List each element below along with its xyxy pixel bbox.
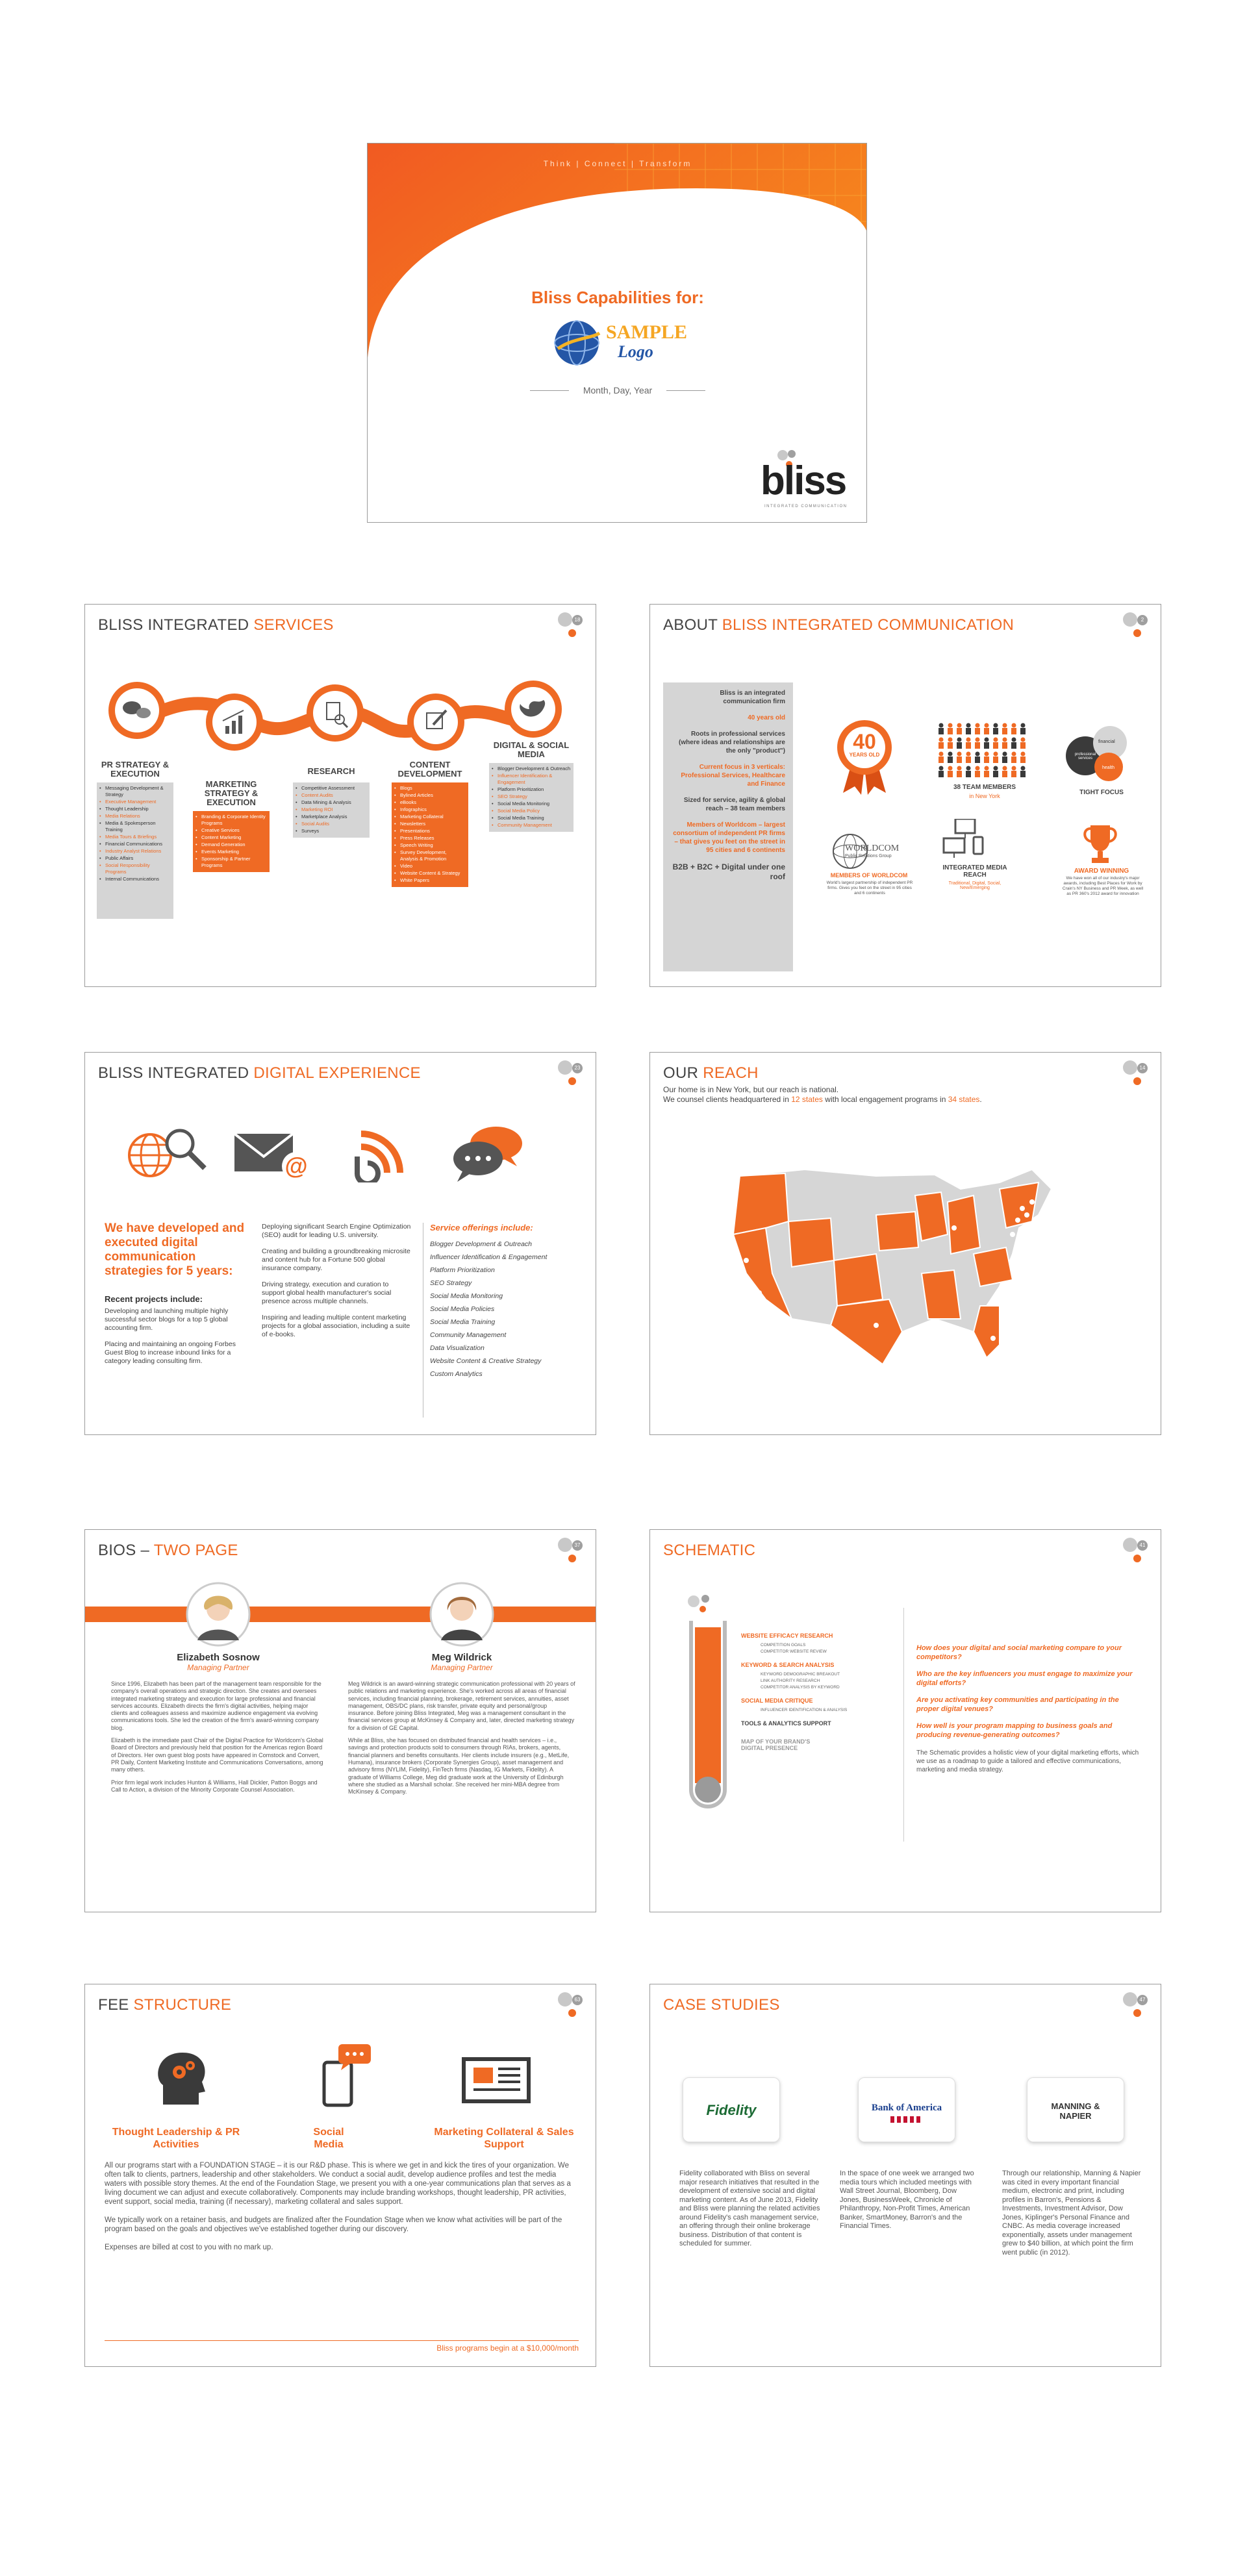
slide-title: SCHEMATIC [663,1542,756,1559]
person-icon [966,766,971,778]
case-text-1: Fidelity collaborated with Bliss on several major research initiatives that resulted in the development of extensive social and digital marketing content. As of June 2013, Fidelity and Bliss were planning the related activities around Fidelity's cash management service, an offering through their online brokerage business. Distribution of that content is scheduled for summer. [679,2170,820,2247]
services-column-digital: DIGITAL & SOCIAL MEDIA • Blogger Development & Outreach • Influencer Identification & Engagement • Platform Prioritization • SEO Strategy • Social Media Monitoring • Social Media Policy • Social Media Training • Community Management [489,741,573,832]
team-count: 38 TEAM MEMBERS [953,784,1016,791]
cover-date: Month, Day, Year [530,385,705,395]
trophy-icon [1077,822,1123,868]
person-icon [984,723,989,735]
us-map [727,1157,1064,1377]
slide-title: ABOUT BLISS INTEGRATED COMMUNICATION [663,616,1014,634]
devices-icon [942,819,1001,871]
person-icon [957,723,962,735]
person-icon [948,723,953,735]
avatar [186,1582,251,1647]
cover-tagline: Think | Connect | Transform [543,159,692,168]
slide-title: BLISS INTEGRATED SERVICES [98,616,334,634]
head-gears-icon [150,2046,215,2111]
person-icon [1011,766,1016,778]
reach-line1: Our home is in New York, but our reach is national. [663,1085,839,1094]
person-icon [957,752,962,764]
blog-rss-icon [348,1118,420,1182]
slide-title: BIOS – TWO PAGE [98,1542,238,1559]
pr-list: • Messaging Development & Strategy • Executive Management • Thought Leadership • Media Relations • Media & Spokesperson Training • Media Tours & Briefings • Financial Communications • Industry Analyst Relations • Public Affairs • Social Responsibility Programs • Internal Communications [97,782,173,919]
person-icon [975,723,980,735]
recent-projects-label: Recent projects include: [105,1294,203,1304]
page-number-badge: 23 [554,1060,583,1089]
slide-title: CASE STUDIES [663,1996,780,2014]
about-slide: ABOUT BLISS INTEGRATED COMMUNICATION 2 Bliss is an integrated communication firm 40 years old Roots in professional services (where ideas and relationships are the only "product") Current focus in 3 verticals: Professional Services, Healthcare and Finance Sized for service, agility & global reach – 38 team members Members of Worldcom – largest consortium of independent PR firms – that gives you feet on the street in 95 cities and 6 continents B2B + B2C + Digital under one roof 40 YEARS OLD 38 TEAM MEMBERS in New York financial professional services health TIGHT FOCUS WORLDCOM Public Relations Group MEMBERS OF WORLDCOM World's largest partnership of independent PR firms. Gives you feet on the street in 95 cities and 6 continents INTEGRATED MEDIA REACH Traditional, Digital, Social, New/Emerging AWARD WINNING We have won all of our industry's major awards, including Best Places for Work by Crain's NY Business and PR Week, as well as PR 360's 2012 award for innovation [649,604,1161,987]
page-number-badge: 14 [1119,1060,1148,1089]
person-icon [948,752,953,764]
person-icon [1011,738,1016,749]
services-column-pr: PR STRATEGY & EXECUTION • Messaging Development & Strategy • Executive Management • Thought Leadership • Media Relations • Media & Spokesperson Training • Media Tours & Briefings • Financial Communications • Industry Analyst Relations • Public Affairs • Social Responsibility Programs • Internal Communications [97,760,173,919]
person-icon [984,752,989,764]
person-icon [993,752,998,764]
services-slide [84,604,596,987]
bliss-sub: INTEGRATED COMMUNICATION [764,505,848,508]
person-icon [966,723,971,735]
bliss-wordmark: bliss [761,458,846,503]
bios-slide [84,1529,596,1912]
cover-title: Bliss Capabilities for: [531,288,704,307]
page-number-badge: 47 [1119,1992,1148,2021]
bio2-role: Managing Partner [431,1663,493,1672]
manning-napier-logo: MANNING & NAPIER [1027,2077,1124,2142]
person-icon [966,738,971,749]
fee-text: All our programs start with a FOUNDATION STAGE – it is our R&D phase. This is where we get in and kick the tires of your organization. We often talk to clients, partners, leadership and other stakeholders. We conduct a social audit, develop audience profiles and test the media waters with possible story themes. At the end of the Foundation Stage, we present you with a one-year communications plan that serves as a living document we can adjust and execute collaboratively. Components may include branding workshops, thought leadership, PR activities, event support, social media, training (if necessary), marketing collateral and sales support. We typically work on a retainer basis, and budgets are finalized after the Foundation Stage when we know what activities will be part of the program based on the goals and objectives we've established together during our discovery. Expenses are billed at cost to you with no mark up. [105,2162,571,2251]
globe-search-icon [124,1124,215,1182]
digital-col1: Developing and launching multiple highly successful sector blogs for a top 5 global accounting firm. Placing and maintaining an ongoing Forbes Guest Blog to increase inbound links for a category leading consulting firm. [105,1307,236,1365]
person-icon [1002,752,1007,764]
logo-sample-text: SAMPLE [606,321,688,343]
case-text-2: In the space of one week we arranged two media tours which included meetings with Wall Street Journal, Bloomberg, Dow Jones, BusinessWeek, Chronicle of Philanthropy, Non-Profit Times, American Banker, SmartMoney, Barron's and the Financial Times. [840,2170,974,2230]
person-icon [1020,752,1026,764]
person-icon [948,738,953,749]
avatar [429,1582,494,1647]
page-number-badge: 63 [554,1992,583,2021]
person-icon [957,738,962,749]
email-icon [231,1127,322,1186]
marketing-list: • Branding & Corporate Identity Programs • Creative Services • Content Marketing • Demand Generation • Events Marketing • Sponsorship & Partner Programs [193,811,270,872]
globe-icon [553,319,601,367]
svg-text:@: @ [284,1153,308,1179]
slide-title: OUR REACH [663,1064,759,1082]
person-icon [938,723,944,735]
schematic-questions: How does your digital and social marketing compare to your competitors? Who are the key influencers you must engage to maximize your digital efforts? Are you activating key communities and participating in the proper digital venues? How well is your program mapping to business goals and producing revenue-generating outcomes? The Schematic provides a holistic view of your digital marketing efforts, which we use as a roadmap to guide a tailored and effective communications, marketing and media strategy. [916,1644,1139,1773]
reach-slide [649,1052,1161,1435]
person-icon [948,766,953,778]
test-tube-graphic [686,1595,731,1809]
person-icon [938,766,944,778]
team-members-icon [936,721,1033,780]
services-column-marketing: MARKETING STRATEGY & EXECUTION • Branding & Corporate Identity Programs • Creative Services • Content Marketing • Demand Generation • Events Marketing • Sponsorship & Partner Programs [193,780,270,872]
person-icon [975,766,980,778]
bio1-text: Since 1996, Elizabeth has been part of the management team responsible for the company's overall operations and strategic direction. She creates and oversees integrated marketing strategy and execution for large professional and financial services accounts. Elizabeth directs the firm's digital activities, helping major clients and colleagues assess and maximize audience engagement via evolving communications tools. She led the creation of the firm's award-winning company blog. Elizabeth is the immediate past Chair of the Digital Practice for Worldcom's Global Board of Directors and previously held that position for the Americas region Board of Directors. Her own guest blog posts have appeared in Comstock and Convert, PR Daily, Content Marketing Institute and Communications Conversations, among many others. Prior firm legal work includes Hunton & Williams, Hall Dickler, Patton Boggs and Call to Action, a division of the Minority Corporate Counsel Association. [111,1681,323,1793]
bofa-logo: Bank of America [858,2077,955,2142]
person-icon [938,752,944,764]
bio1-name: Elizabeth Sosnow [177,1652,260,1663]
schematic-divider [903,1608,904,1842]
newspaper-icon [460,2049,538,2114]
person-icon [993,738,998,749]
cases-slide [649,1984,1161,2367]
sample-logo [553,318,709,369]
slide-title: BLISS INTEGRATED DIGITAL EXPERIENCE [98,1064,421,1082]
person-icon [993,723,998,735]
bio2-name: Meg Wildrick [431,1652,492,1663]
page-number-badge: 37 [554,1538,583,1566]
reach-line2: We counsel clients headquartered in 12 states with local engagement programs in 34 states. [663,1095,982,1104]
person-icon [984,738,989,749]
person-icon [1002,738,1007,749]
phone-chat-icon [312,2043,377,2108]
schematic-slide [649,1529,1161,1912]
services-column-research: RESEARCH • Competitive Assessment • Content Audits • Data Mining & Analysis • Marketing ROI • Marketplace Analysis • Social Audits • Surveys [293,767,370,838]
digital-headline: We have developed and executed digital communication strategies for 5 years: [105,1221,245,1278]
person-icon [1020,738,1026,749]
fee-footer: Bliss programs begin at a $10,000/month [105,2340,579,2353]
person-icon [993,766,998,778]
bio1-role: Managing Partner [187,1663,249,1672]
digital-slide [84,1052,596,1435]
page-number-badge: 2 [1119,612,1148,641]
digital-col2: Deploying significant Search Engine Optimization (SEO) audit for leading U.S. university. Creating and building a groundbreaking microsite and content hub for a Fortune 500 global insurance company. Driving strategy, execution and curation to support global health manufacturer's social presence across multiple channels. Inspiring and leading multiple content marketing projects for a global association, including a suite of e-books. [262,1223,411,1338]
person-icon [1011,723,1016,735]
fidelity-logo: Fidelity [683,2077,780,2142]
logo-word-text: Logo [618,342,653,361]
content-list: • Blogs • Bylined Articles • eBooks • Infographics • Marketing Collateral • Newsletters • Presentations • Press Releases • Speech Writing • Survey Development, Analysis & Promotion • Video • Website Content & Strategy • White Papers [392,782,468,887]
bios-orange-bar [85,1607,596,1622]
page-number-badge: 41 [1119,1538,1148,1566]
fee-col-2: Social Media [313,2127,344,2150]
fees-slide [84,1984,596,2367]
person-icon [1002,766,1007,778]
team-location: in New York [969,793,1000,799]
tight-focus-label: TIGHT FOCUS [1079,789,1124,796]
fee-col-1: Thought Leadership & PR Activities [112,2127,240,2150]
bliss-logo [761,449,858,514]
fee-col-3: Marketing Collateral & Sales Support [434,2127,574,2150]
digital-list: • Blogger Development & Outreach • Influencer Identification & Engagement • Platform Prioritization • SEO Strategy • Social Media Monitoring • Social Media Policy • Social Media Training • Community Management [489,763,573,832]
person-icon [938,738,944,749]
person-icon [984,766,989,778]
person-icon [1020,766,1026,778]
person-icon [966,752,971,764]
schematic-steps: WEBSITE EFFICACY RESEARCH COMPETITION GOALS COMPETITOR WEBSITE REVIEW KEYWORD & SEARCH ANALYSIS KEYWORD DEMOGRAPHIC BREAKOUT LINK AUTHORITY RESEARCH COMPETITOR ANALYSIS BY KEYWORD SOCIAL MEDIA CRITIQUE INFLUENCER IDENTIFICATION & ANALYSIS TOOLS & ANALYTICS SUPPORT MAP OF YOUR BRAND'S DIGITAL PRESENCE [741,1632,848,1751]
person-icon [1002,723,1007,735]
page-number-badge: 18 [554,612,583,641]
person-icon [1020,723,1026,735]
service-offerings: Service offerings include: Blogger Development & Outreach Influencer Identification & Engagement Platform Prioritization SEO Strategy Social Media Monitoring Social Media Policies Social Media Training Community Management Data Visualization Website Content & Creative Strategy Custom Analytics [423,1223,572,1418]
cover-slide [367,143,867,523]
case-text-3: Through our relationship, Manning & Napier was cited in every important financial medium, electronic and print, including profiles in Barron's, Pensions & Investments, Investment Advisor, Dow Jones, Kiplinger's Personal Finance and CNBC. As media coverage increased exponentially, assets under management grew to $40 billion, at which point the firm went public (in 2012). [1002,2170,1141,2257]
person-icon [957,766,962,778]
about-sidebar: Bliss is an integrated communication firm 40 years old Roots in professional services (where ideas and relationships are the only "product") Current focus in 3 verticals: Professional Services, Healthcare and Finance Sized for service, agility & global reach – 38 team members Members of Worldcom – largest consortium of independent PR firms – that gives you feet on the street in 95 cities and 6 continents B2B + B2C + Digital under one roof [663,682,793,971]
bio2-text: Meg Wildrick is an award-winning strategic communication professional with 20 years of public relations and marketing experience. She's worked across all areas of financial services, including financial planning, brokerage, retirement services, annuities, asset management, OBS/DC plans, risk transfer, private equity and personal/group insurance. Before joining Bliss Integrated, Meg was a management consultant in the financial services group at McKinsey & Company and, later, directed marketing strategy for a division of GE Capital. While at Bliss, she has focused on distributed financial and health services – i.e., savings and protection products sold to consumers through RIAs, brokers, agents, financial planners and benefits consultants. Her clients include insurers (e.g., MetLife, Humana), insurance brokers (Corporate Synergies Group), asset management and advisory firms (NYLIM, Fidelity), FinTech firms (Nasdaq, IG Markets, Fidelity). A graduate of Williams College, Meg did graduate work at the University of Edinburgh where she studied as a Marshall scholar. She received her mini-MBA degree from McKinsey & Company. [348,1681,575,1795]
person-icon [1011,752,1016,764]
person-icon [975,738,980,749]
slide-title: FEE STRUCTURE [98,1996,232,2014]
chat-bubbles-icon [446,1121,530,1186]
years-badge: 40 YEARS OLD [835,718,894,796]
person-icon [975,752,980,764]
services-column-content: CONTENT DEVELOPMENT • Blogs • Bylined Articles • eBooks • Infographics • Marketing Collateral • Newsletters • Presentations • Press Releases • Speech Writing • Survey Development, Analysis & Promotion • Video • Website Content & Strategy • White Papers [392,760,468,887]
research-list: • Competitive Assessment • Content Audits • Data Mining & Analysis • Marketing ROI • Marketplace Analysis • Social Audits • Surveys [293,782,370,838]
